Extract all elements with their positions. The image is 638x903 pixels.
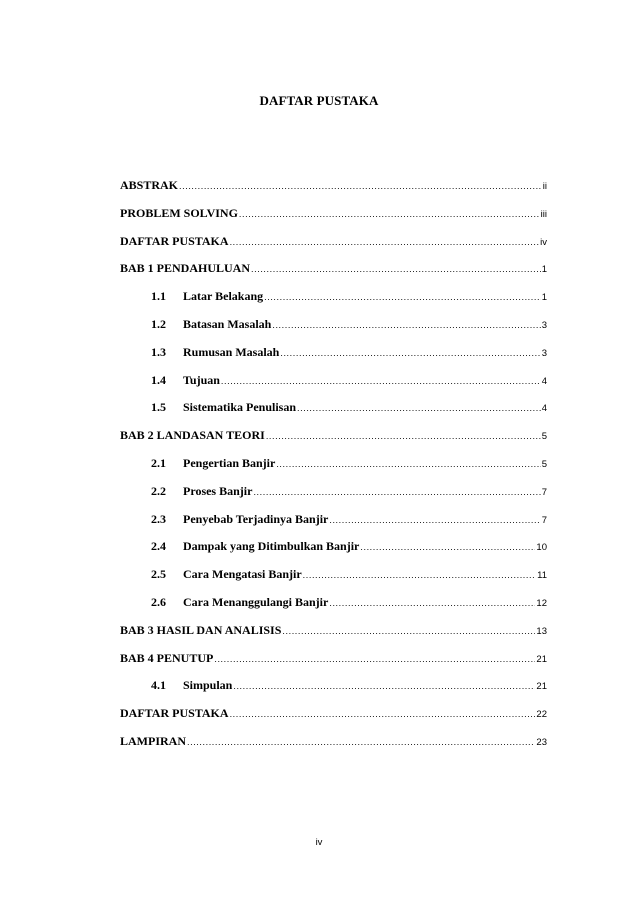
toc-entry-label: Dampak yang Ditimbulkan Banjir xyxy=(183,539,360,554)
toc-entry-number: 1.4 xyxy=(151,372,166,387)
toc-dot-leader xyxy=(230,709,536,719)
toc-entry-number: 2.6 xyxy=(151,594,166,609)
toc-dot-leader xyxy=(266,431,541,441)
toc-entry[interactable] xyxy=(120,595,547,623)
toc-entry[interactable] xyxy=(120,345,547,373)
toc-entry[interactable] xyxy=(120,678,547,706)
toc-entry-number: 2.4 xyxy=(151,539,166,554)
toc-entry-page: 7 xyxy=(541,486,547,498)
toc-entry[interactable] xyxy=(120,567,547,595)
page-number: iv xyxy=(315,837,323,848)
toc-entry-label: Cara Menanggulangi Banjir xyxy=(183,594,329,609)
toc-entry-number: 1.2 xyxy=(151,316,166,331)
toc-dot-leader xyxy=(276,459,540,469)
toc-entry-label: Pengertian Banjir xyxy=(183,455,276,470)
toc-entry-page: 23 xyxy=(536,736,547,748)
toc-entry[interactable] xyxy=(120,178,547,206)
toc-dot-leader xyxy=(264,292,541,302)
toc-entry-page: 21 xyxy=(536,653,547,665)
toc-entry-page: iii xyxy=(540,208,547,220)
toc-entry-page: iv xyxy=(540,236,547,248)
toc-entry-label: Proses Banjir xyxy=(183,483,253,498)
toc-entry-label: BAB 3 HASIL DAN ANALISIS xyxy=(120,622,282,637)
toc-entry-label: Cara Mengatasi Banjir xyxy=(183,567,302,582)
toc-dot-leader xyxy=(297,403,541,413)
toc-entry-page: 7 xyxy=(541,514,547,526)
toc-dot-leader xyxy=(303,570,536,580)
toc-entry-page: 12 xyxy=(536,597,547,609)
toc-entry[interactable] xyxy=(120,623,547,651)
toc-entry-page: 11 xyxy=(537,570,547,582)
toc-entry-label: DAFTAR PUSTAKA xyxy=(120,233,229,248)
toc-entry-page: 5 xyxy=(541,458,547,470)
toc-entry-label: DAFTAR PUSTAKA xyxy=(120,706,229,721)
toc-dot-leader xyxy=(221,376,541,386)
toc-entry-label: BAB 2 LANDASAN TEORI xyxy=(120,428,265,443)
toc-dot-leader xyxy=(239,209,540,219)
toc-entry[interactable] xyxy=(120,428,547,456)
toc-entry-page: 10 xyxy=(536,542,547,554)
toc-entry[interactable] xyxy=(120,734,547,762)
toc-entry-label: Penyebab Terjadinya Banjir xyxy=(183,511,329,526)
toc-entry-page: 3 xyxy=(541,347,547,359)
toc-dot-leader xyxy=(179,181,542,191)
toc-entry-number: 2.2 xyxy=(151,483,166,498)
toc-entry-label: LAMPIRAN xyxy=(120,733,186,748)
toc-dot-leader xyxy=(282,626,535,636)
toc-entry-page: 22 xyxy=(536,709,547,721)
toc-entry[interactable] xyxy=(120,400,547,428)
toc-entry[interactable] xyxy=(120,373,547,401)
toc-entry-label: PROBLEM SOLVING xyxy=(120,205,238,220)
toc-entry[interactable] xyxy=(120,317,547,345)
toc-entry-page: 1 xyxy=(541,292,547,304)
toc-dot-leader xyxy=(214,654,535,664)
toc-dot-leader xyxy=(280,348,540,358)
toc-dot-leader xyxy=(329,515,540,525)
toc-entry-number: 1.5 xyxy=(151,400,166,415)
toc-entry-page: ii xyxy=(542,181,547,192)
toc-entry[interactable] xyxy=(120,706,547,734)
toc-entry-page: 3 xyxy=(541,319,547,331)
toc-entry-number: 1.1 xyxy=(151,289,166,304)
toc-entry[interactable] xyxy=(120,261,547,289)
toc-dot-leader xyxy=(233,681,535,691)
toc-entry-label: ABSTRAK xyxy=(120,178,179,192)
toc-entry[interactable] xyxy=(120,456,547,484)
toc-entry-number: 2.5 xyxy=(151,567,166,582)
toc-entry-number: 2.1 xyxy=(151,455,166,470)
toc-entry[interactable] xyxy=(120,289,547,317)
toc-dot-leader xyxy=(360,542,535,552)
toc-entry-label: BAB 1 PENDAHULUAN xyxy=(120,261,251,276)
table-of-contents xyxy=(120,178,547,762)
toc-entry-page: 5 xyxy=(541,431,547,443)
toc-entry-number: 1.3 xyxy=(151,344,166,359)
toc-entry-page: 4 xyxy=(541,403,547,415)
toc-entry-label: Sistematika Penulisan xyxy=(183,400,297,415)
toc-dot-leader xyxy=(251,264,541,274)
toc-entry[interactable] xyxy=(120,206,547,234)
toc-entry-label: Latar Belakang xyxy=(183,289,264,304)
toc-dot-leader xyxy=(272,320,540,330)
toc-dot-leader xyxy=(230,237,540,247)
toc-entry-label: Tujuan xyxy=(183,372,220,387)
toc-dot-leader xyxy=(329,598,535,608)
toc-entry-page: 1 xyxy=(541,264,547,276)
toc-entry-page: 13 xyxy=(536,625,547,637)
toc-entry[interactable] xyxy=(120,539,547,567)
toc-entry[interactable] xyxy=(120,234,547,262)
toc-entry-page: 4 xyxy=(541,375,547,387)
toc-entry[interactable] xyxy=(120,512,547,540)
toc-entry-label: Rumusan Masalah xyxy=(183,344,280,359)
toc-entry-page: 21 xyxy=(536,681,547,693)
toc-entry-number: 4.1 xyxy=(151,678,166,693)
toc-entry-number: 2.3 xyxy=(151,511,166,526)
toc-dot-leader xyxy=(187,737,535,747)
toc-entry-label: Simpulan xyxy=(183,678,233,693)
toc-entry-label: Batasan Masalah xyxy=(183,316,272,331)
toc-dot-leader xyxy=(253,487,540,497)
toc-entry-label: BAB 4 PENUTUP xyxy=(120,650,214,665)
toc-entry[interactable] xyxy=(120,651,547,679)
page-title: DAFTAR PUSTAKA xyxy=(259,93,379,108)
toc-entry[interactable] xyxy=(120,484,547,512)
